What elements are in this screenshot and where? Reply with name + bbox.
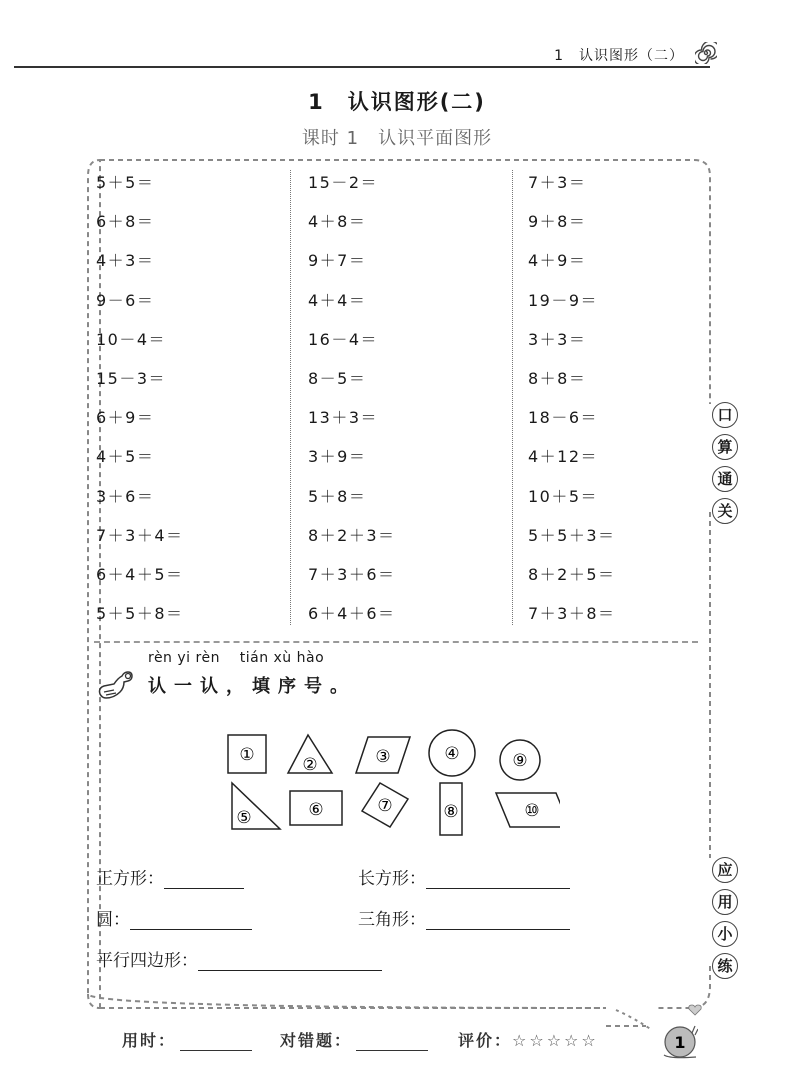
- equation-item: 8＋2＋3＝: [308, 525, 396, 545]
- shape-5-triangle: [232, 783, 280, 829]
- triangle-label: 三角形：: [358, 910, 426, 930]
- equation-item: 8－5＝: [308, 369, 367, 388]
- side-tab-char: 通: [712, 466, 738, 492]
- equation-item: 7＋3＋6＝: [308, 565, 396, 584]
- shape-label: ⑤: [236, 808, 252, 828]
- parallelogram-label: 平行四边形：: [96, 951, 198, 971]
- rating-label: 评价：: [458, 1031, 513, 1050]
- pointing-hand-icon: [94, 664, 138, 704]
- rectangle-blank[interactable]: [426, 870, 570, 889]
- equation-item: 10－4＝: [96, 329, 167, 349]
- time-label: 用时：: [122, 1031, 177, 1050]
- column-divider: [512, 170, 513, 625]
- equation-item: 9－6＝: [96, 290, 155, 310]
- shape-label: ①: [239, 745, 255, 765]
- triangle-blank[interactable]: [426, 911, 570, 930]
- equation-item: 7＋3＋8＝: [528, 604, 616, 624]
- circle-blank[interactable]: [130, 911, 252, 930]
- running-title: 1 认识图形（二）: [554, 48, 684, 64]
- equation-item: 3＋6＝: [96, 486, 155, 506]
- equation-item: 5＋5＋3＝: [528, 525, 616, 545]
- shape-label: ⑥: [308, 800, 324, 820]
- equation-item: 4＋9＝: [528, 251, 587, 271]
- equation-item: 9＋8＝: [528, 212, 587, 232]
- side-tab-char: 关: [712, 498, 738, 524]
- shape-label: ③: [375, 747, 391, 767]
- equation-item: 15－3＝: [96, 369, 167, 388]
- square-label: 正方形：: [96, 869, 164, 889]
- rating-stars[interactable]: ☆☆☆☆☆: [512, 1031, 599, 1050]
- equation-item: 9＋7＝: [308, 251, 367, 271]
- equation-item: 6＋4＋5＝: [96, 565, 184, 584]
- side-tab-char: 用: [712, 889, 738, 915]
- equation-item: 5＋5＝: [96, 173, 155, 192]
- equation-item: 4＋12＝: [528, 447, 599, 467]
- square-blank[interactable]: [164, 870, 244, 889]
- side-tab-char: 练: [712, 953, 738, 979]
- equation-item: 4＋8＝: [308, 212, 367, 232]
- shape-label: ④: [444, 744, 460, 764]
- equation-item: 4＋3＝: [96, 251, 155, 271]
- side-tab-mental-math: [710, 400, 740, 530]
- equation-item: 6＋9＝: [96, 408, 155, 428]
- equation-item: 4＋4＝: [308, 290, 367, 310]
- equation-item: 7＋3＝: [528, 173, 587, 192]
- side-tab-char: 算: [712, 434, 738, 460]
- equation-item: 6＋8＝: [96, 212, 155, 232]
- page-number: 1: [674, 1033, 686, 1052]
- rating-field: [458, 1028, 599, 1051]
- equation-item: 16－4＝: [308, 329, 379, 349]
- side-tab-char: 小: [712, 921, 738, 947]
- shape-6-rectangle: [290, 791, 342, 825]
- rectangle-answer-line: [358, 864, 570, 889]
- spiral-icon: [695, 42, 717, 64]
- equation-item: 10＋5＝: [528, 486, 599, 506]
- equation-item: 5＋5＋8＝: [96, 604, 184, 624]
- errors-label: 对错题：: [280, 1031, 353, 1050]
- snail-icon: [660, 1023, 698, 1061]
- shape-7-square-rotated: [362, 783, 408, 827]
- page-title: 1 认识图形(二): [308, 90, 486, 114]
- equation-item: 4＋5＝: [96, 447, 155, 467]
- square-answer-line: [96, 864, 244, 889]
- parallelogram-answer-line: [96, 946, 382, 971]
- equation-item: 5＋8＝: [308, 486, 367, 506]
- shape-label: ⑩: [524, 801, 540, 821]
- errors-field: [280, 1028, 428, 1051]
- equation-item: 8＋2＋5＝: [528, 565, 616, 584]
- heart-icon: [688, 1004, 702, 1016]
- section-divider: [94, 641, 698, 643]
- task-instruction: 认一认，填序号。: [148, 676, 356, 697]
- side-tab-char: 应: [712, 857, 738, 883]
- running-header: [0, 0, 794, 72]
- equation-item: 19－9＝: [528, 290, 599, 310]
- shape-3-parallelogram: [356, 737, 410, 773]
- equation-item: 8＋8＝: [528, 369, 587, 388]
- column-divider: [290, 170, 291, 625]
- shape-8-rectangle-tall: [440, 783, 462, 835]
- shape-10-parallelogram: [496, 793, 560, 827]
- equation-item: 18－6＝: [528, 408, 599, 428]
- shape-label: ⑨: [512, 751, 528, 771]
- side-tab-practice: [710, 855, 740, 985]
- equation-item: 3＋9＝: [308, 447, 367, 467]
- time-blank[interactable]: [180, 1032, 252, 1051]
- shape-label: ②: [302, 755, 318, 775]
- header-rule: [14, 66, 710, 68]
- equation-item: 3＋3＝: [528, 329, 587, 349]
- shape-label: ⑦: [377, 796, 393, 816]
- equation-item: 13＋3＝: [308, 408, 379, 428]
- task-pinyin: rèn yi rèn tián xù hào: [148, 650, 325, 666]
- time-field: [122, 1028, 252, 1051]
- side-tab-char: 口: [712, 402, 738, 428]
- shape-4-circle: [429, 730, 475, 776]
- triangle-answer-line: [358, 905, 570, 930]
- circle-label: 圆：: [96, 910, 130, 930]
- errors-blank[interactable]: [356, 1032, 428, 1051]
- shape-label: ⑧: [443, 802, 459, 822]
- equation-item: 15－2＝: [308, 173, 379, 192]
- shape-2-triangle: [288, 735, 332, 775]
- shape-9-circle: [500, 740, 540, 780]
- equation-item: 6＋4＋6＝: [308, 604, 396, 624]
- parallelogram-blank[interactable]: [198, 952, 382, 971]
- lesson-subtitle: 课时 1 认识平面图形: [301, 128, 493, 149]
- equation-item: 7＋3＋4＝: [96, 525, 184, 545]
- circle-answer-line: [96, 905, 252, 930]
- shape-1-square: [228, 735, 266, 773]
- rectangle-label: 长方形：: [358, 869, 426, 889]
- shapes-figure: [220, 725, 560, 845]
